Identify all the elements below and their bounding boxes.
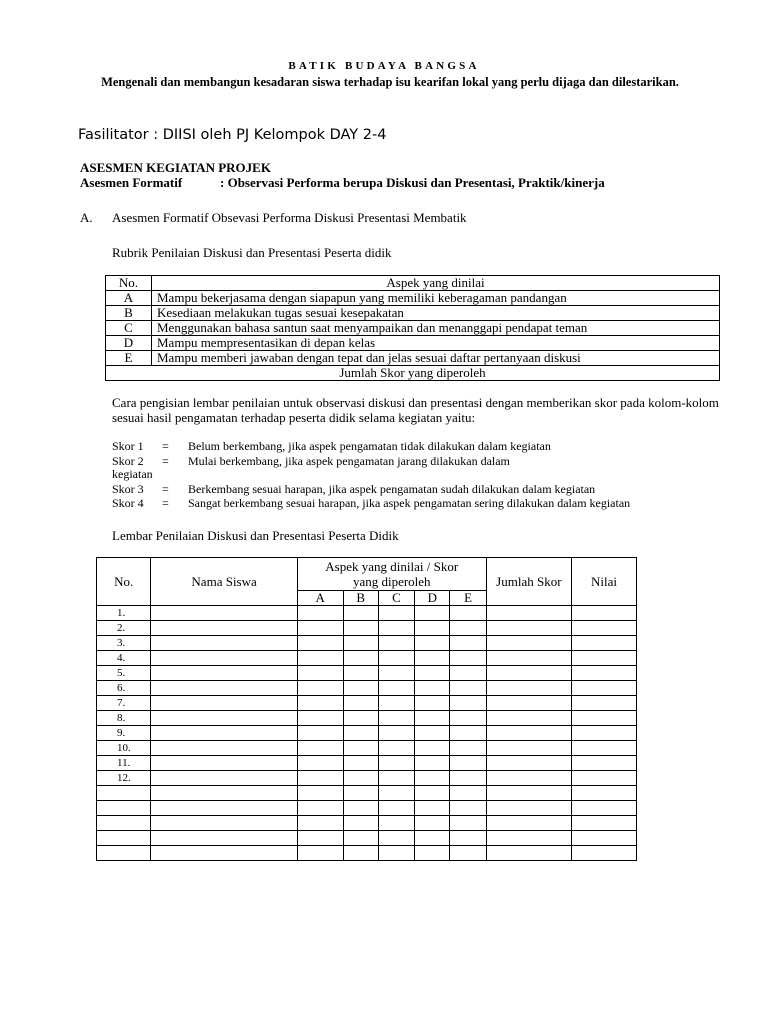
lembar-cell-no: 8. — [97, 711, 151, 726]
lembar-cell-empty[interactable] — [297, 786, 343, 801]
lembar-cell-empty[interactable] — [343, 771, 378, 786]
lembar-cell-empty[interactable] — [151, 831, 298, 846]
section-a-letter: A. — [80, 210, 93, 225]
lembar-cell-empty[interactable] — [343, 801, 378, 816]
table-row — [97, 696, 637, 711]
lembar-cell-empty[interactable] — [572, 666, 637, 681]
lembar-cell-no — [97, 846, 151, 861]
lembar-title: Lembar Penilaian Diskusi dan Presentasi Peserta Didik — [112, 528, 399, 543]
lembar-cell-empty[interactable] — [415, 816, 450, 831]
asesmen-heading: ASESMEN KEGIATAN PROJEK — [80, 160, 271, 175]
lembar-cell-empty[interactable] — [297, 606, 343, 621]
lembar-cell-empty[interactable] — [151, 801, 298, 816]
lembar-cell-empty[interactable] — [297, 801, 343, 816]
lembar-cell-empty[interactable] — [572, 756, 637, 771]
skor-description: Sangat berkembang sesuai harapan, jika aspek pengamatan sering dilakukan dalam kegiatan — [188, 496, 631, 510]
lembar-cell-empty[interactable] — [151, 756, 298, 771]
lembar-cell-empty[interactable] — [572, 726, 637, 741]
rubric-cell-no: B — [106, 306, 152, 321]
lembar-cell-empty[interactable] — [486, 711, 571, 726]
rubric-row — [106, 291, 720, 306]
lembar-cell-empty[interactable] — [151, 771, 298, 786]
lembar-cell-empty[interactable] — [450, 831, 486, 846]
lembar-cell-empty[interactable] — [572, 786, 637, 801]
lembar-cell-empty[interactable] — [297, 696, 343, 711]
lembar-cell-empty[interactable] — [343, 681, 378, 696]
lembar-cell-empty[interactable] — [297, 651, 343, 666]
fasilitator-line: Fasilitator : DIISI oleh PJ Kelompok DAY 2-4 — [78, 127, 387, 143]
lembar-cell-empty[interactable] — [486, 666, 571, 681]
skor-key: Skor 1 — [112, 439, 144, 453]
rubric-footer-cell: Jumlah Skor yang diperoleh — [106, 366, 720, 381]
skor-equals: = — [162, 496, 169, 510]
lembar-cell-empty[interactable] — [343, 696, 378, 711]
lembar-cell-empty[interactable] — [450, 846, 486, 861]
lembar-cell-empty[interactable] — [343, 621, 378, 636]
rubric-row — [106, 321, 720, 336]
lembar-cell-empty[interactable] — [415, 636, 450, 651]
lembar-cell-empty[interactable] — [378, 846, 414, 861]
lembar-cell-empty[interactable] — [151, 621, 298, 636]
lembar-cell-empty[interactable] — [297, 816, 343, 831]
lembar-cell-empty[interactable] — [378, 636, 414, 651]
rubric-header-aspek: Aspek yang dinilai — [152, 276, 720, 291]
lembar-cell-empty[interactable] — [450, 666, 486, 681]
lembar-cell-empty[interactable] — [450, 606, 486, 621]
table-row — [97, 756, 637, 771]
lembar-cell-empty[interactable] — [343, 711, 378, 726]
lembar-cell-no: 7. — [97, 696, 151, 711]
lembar-cell-no — [97, 831, 151, 846]
lembar-cell-no: 10. — [97, 741, 151, 756]
lembar-cell-empty[interactable] — [486, 696, 571, 711]
lembar-header-nama: Nama Siswa — [151, 558, 298, 606]
lembar-cell-empty[interactable] — [151, 711, 298, 726]
lembar-header-row — [97, 558, 637, 591]
table-row — [97, 741, 637, 756]
rubric-row — [106, 306, 720, 321]
rubric-row — [106, 351, 720, 366]
lembar-cell-empty[interactable] — [415, 696, 450, 711]
lembar-cell-no — [97, 816, 151, 831]
lembar-cell-empty[interactable] — [151, 666, 298, 681]
lembar-cell-empty[interactable] — [572, 681, 637, 696]
lembar-cell-empty[interactable] — [572, 621, 637, 636]
skor-description: Mulai berkembang, jika aspek pengamatan jarang dilakukan dalam — [188, 454, 510, 468]
rubric-cell-no: E — [106, 351, 152, 366]
lembar-cell-empty[interactable] — [486, 621, 571, 636]
lembar-cell-no: 6. — [97, 681, 151, 696]
lembar-cell-empty[interactable] — [151, 741, 298, 756]
lembar-cell-empty[interactable] — [343, 666, 378, 681]
lembar-cell-empty[interactable] — [343, 786, 378, 801]
skor-item — [112, 497, 630, 510]
lembar-cell-empty[interactable] — [450, 711, 486, 726]
lembar-cell-no — [97, 801, 151, 816]
lembar-cell-empty[interactable] — [343, 756, 378, 771]
skor-description-wrap: kegiatan — [112, 467, 153, 481]
lembar-header-nilai: Nilai — [572, 558, 637, 606]
lembar-cell-empty[interactable] — [486, 741, 571, 756]
skor-item — [112, 440, 551, 453]
lembar-cell-empty[interactable] — [572, 651, 637, 666]
table-row — [97, 831, 637, 846]
rubric-row — [106, 336, 720, 351]
lembar-cell-empty[interactable] — [378, 786, 414, 801]
lembar-cell-empty[interactable] — [297, 711, 343, 726]
lembar-cell-empty[interactable] — [297, 846, 343, 861]
lembar-cell-no: 9. — [97, 726, 151, 741]
lembar-cell-empty[interactable] — [486, 681, 571, 696]
rubric-cell-no: A — [106, 291, 152, 306]
skor-key: Skor 4 — [112, 496, 144, 510]
skor-item — [112, 455, 510, 481]
lembar-letter-cell: C — [378, 591, 414, 606]
lembar-cell-empty[interactable] — [572, 831, 637, 846]
section-a-title: Asesmen Formatif Obsevasi Performa Diskusi Presentasi Membatik — [112, 210, 467, 225]
lembar-cell-empty[interactable] — [572, 711, 637, 726]
lembar-cell-empty[interactable] — [297, 756, 343, 771]
table-row — [97, 606, 637, 621]
lembar-cell-empty[interactable] — [572, 741, 637, 756]
lembar-cell-empty[interactable] — [415, 606, 450, 621]
lembar-cell-empty[interactable] — [343, 726, 378, 741]
rubric-cell-aspek: Menggunakan bahasa santun saat menyampaikan dan menanggapi pendapat teman — [152, 321, 720, 336]
skor-description: Belum berkembang, jika aspek pengamatan tidak dilakukan dalam kegiatan — [188, 439, 551, 453]
asesmen-formatif-value: : Observasi Performa berupa Diskusi dan Presentasi, Praktik/kinerja — [220, 175, 605, 190]
lembar-cell-empty[interactable] — [450, 816, 486, 831]
table-row — [97, 846, 637, 861]
lembar-cell-no: 5. — [97, 666, 151, 681]
lembar-letter-cell: D — [415, 591, 450, 606]
lembar-cell-empty[interactable] — [297, 681, 343, 696]
lembar-cell-empty[interactable] — [415, 711, 450, 726]
lembar-cell-no: 3. — [97, 636, 151, 651]
lembar-cell-empty[interactable] — [343, 741, 378, 756]
rubric-table — [105, 275, 720, 381]
table-row — [97, 636, 637, 651]
lembar-letter-cell: B — [343, 591, 378, 606]
lembar-cell-empty[interactable] — [297, 726, 343, 741]
lembar-cell-empty[interactable] — [343, 816, 378, 831]
lembar-cell-empty[interactable] — [486, 786, 571, 801]
table-row — [97, 801, 637, 816]
lembar-cell-empty[interactable] — [415, 726, 450, 741]
lembar-cell-empty[interactable] — [450, 636, 486, 651]
lembar-cell-empty[interactable] — [450, 771, 486, 786]
lembar-cell-empty[interactable] — [572, 606, 637, 621]
lembar-cell-empty[interactable] — [378, 696, 414, 711]
lembar-cell-empty[interactable] — [450, 786, 486, 801]
lembar-cell-empty[interactable] — [378, 741, 414, 756]
lembar-cell-empty[interactable] — [415, 621, 450, 636]
lembar-cell-empty[interactable] — [486, 726, 571, 741]
lembar-cell-empty[interactable] — [343, 651, 378, 666]
rubric-footer-row — [106, 366, 720, 381]
lembar-cell-empty[interactable] — [415, 741, 450, 756]
cara-pengisian-text: Cara pengisian lembar penilaian untuk observasi diskusi dan presentasi dengan memberikan skor pada kolom-kolom sesuai hasil pengamatan terhadap peserta didik selama kegiatan yaitu: — [112, 395, 719, 425]
lembar-cell-no: 11. — [97, 756, 151, 771]
lembar-cell-no — [97, 786, 151, 801]
lembar-cell-empty[interactable] — [378, 606, 414, 621]
lembar-cell-empty[interactable] — [297, 621, 343, 636]
lembar-header-no: No. — [97, 558, 151, 606]
table-row — [97, 771, 637, 786]
skor-equals: = — [162, 454, 169, 468]
skor-item — [112, 483, 595, 496]
table-row — [97, 711, 637, 726]
lembar-cell-empty[interactable] — [415, 771, 450, 786]
rubric-header-row — [106, 276, 720, 291]
lembar-cell-empty[interactable] — [297, 636, 343, 651]
lembar-cell-empty[interactable] — [297, 666, 343, 681]
lembar-cell-empty[interactable] — [378, 666, 414, 681]
table-row — [97, 786, 637, 801]
rubric-cell-aspek: Mampu bekerjasama dengan siapapun yang memiliki keberagaman pandangan — [152, 291, 720, 306]
lembar-cell-empty[interactable] — [151, 636, 298, 651]
lembar-cell-empty[interactable] — [343, 846, 378, 861]
lembar-letter-cell: A — [297, 591, 343, 606]
rubric-cell-no: C — [106, 321, 152, 336]
lembar-cell-empty[interactable] — [415, 801, 450, 816]
lembar-cell-empty[interactable] — [415, 756, 450, 771]
table-row — [97, 816, 637, 831]
lembar-cell-empty[interactable] — [450, 741, 486, 756]
lembar-cell-empty[interactable] — [378, 756, 414, 771]
lembar-cell-empty[interactable] — [450, 696, 486, 711]
lembar-cell-empty[interactable] — [415, 786, 450, 801]
lembar-penilaian-table — [96, 557, 637, 861]
lembar-cell-empty[interactable] — [415, 651, 450, 666]
lembar-cell-empty[interactable] — [151, 846, 298, 861]
lembar-cell-empty[interactable] — [297, 741, 343, 756]
lembar-cell-empty[interactable] — [486, 816, 571, 831]
skor-key: Skor 2 — [112, 454, 144, 468]
rubric-cell-aspek: Mampu memberi jawaban dengan tepat dan jelas sesuai daftar pertanyaan diskusi — [152, 351, 720, 366]
asesmen-formatif-label: Asesmen Formatif — [80, 175, 183, 190]
skor-description: Berkembang sesuai harapan, jika aspek pengamatan sudah dilakukan dalam kegiatan — [188, 482, 596, 496]
lembar-cell-empty[interactable] — [572, 816, 637, 831]
rubric-cell-aspek: Kesediaan melakukan tugas sesuai kesepakatan — [152, 306, 720, 321]
lembar-cell-empty[interactable] — [450, 801, 486, 816]
lembar-cell-empty[interactable] — [486, 651, 571, 666]
lembar-cell-empty[interactable] — [486, 771, 571, 786]
lembar-cell-no: 2. — [97, 621, 151, 636]
lembar-cell-empty[interactable] — [450, 621, 486, 636]
lembar-header-jumlah: Jumlah Skor — [486, 558, 571, 606]
lembar-cell-empty[interactable] — [378, 816, 414, 831]
lembar-cell-no: 4. — [97, 651, 151, 666]
rubric-header-no: No. — [106, 276, 152, 291]
document-subtitle: Mengenali dan membangun kesadaran siswa terhadap isu kearifan lokal yang perlu dijaga dan dilestarikan. — [101, 75, 679, 89]
lembar-cell-empty[interactable] — [378, 711, 414, 726]
lembar-cell-empty[interactable] — [450, 756, 486, 771]
lembar-cell-empty[interactable] — [297, 771, 343, 786]
lembar-cell-empty[interactable] — [378, 831, 414, 846]
rubric-title: Rubrik Penilaian Diskusi dan Presentasi Peserta didik — [112, 245, 392, 260]
document-title: BATIK BUDAYA BANGSA — [288, 60, 480, 72]
lembar-cell-empty[interactable] — [151, 726, 298, 741]
lembar-cell-empty[interactable] — [450, 651, 486, 666]
lembar-letter-cell: E — [450, 591, 486, 606]
lembar-cell-empty[interactable] — [151, 651, 298, 666]
lembar-cell-empty[interactable] — [486, 756, 571, 771]
lembar-cell-empty[interactable] — [151, 681, 298, 696]
asesmen-formatif-line — [80, 175, 605, 191]
section-a-heading — [80, 210, 467, 226]
lembar-cell-empty[interactable] — [572, 696, 637, 711]
lembar-cell-empty[interactable] — [151, 696, 298, 711]
skor-key: Skor 3 — [112, 482, 144, 496]
lembar-cell-empty[interactable] — [378, 771, 414, 786]
lembar-cell-empty[interactable] — [151, 816, 298, 831]
lembar-cell-empty[interactable] — [415, 846, 450, 861]
rubric-cell-no: D — [106, 336, 152, 351]
lembar-cell-no: 12. — [97, 771, 151, 786]
rubric-cell-aspek: Mampu mempresentasikan di depan kelas — [152, 336, 720, 351]
lembar-cell-empty[interactable] — [415, 666, 450, 681]
lembar-cell-empty[interactable] — [450, 726, 486, 741]
lembar-cell-empty[interactable] — [378, 621, 414, 636]
lembar-cell-empty[interactable] — [378, 681, 414, 696]
lembar-cell-empty[interactable] — [486, 606, 571, 621]
lembar-cell-no: 1. — [97, 606, 151, 621]
table-row — [97, 621, 637, 636]
lembar-cell-empty[interactable] — [450, 681, 486, 696]
lembar-cell-empty[interactable] — [486, 846, 571, 861]
lembar-cell-empty[interactable] — [486, 801, 571, 816]
skor-equals: = — [162, 439, 169, 453]
lembar-cell-empty[interactable] — [415, 681, 450, 696]
lembar-cell-empty[interactable] — [343, 831, 378, 846]
table-row — [97, 666, 637, 681]
lembar-cell-empty[interactable] — [572, 846, 637, 861]
lembar-cell-empty[interactable] — [343, 636, 378, 651]
skor-equals: = — [162, 482, 169, 496]
lembar-cell-empty[interactable] — [297, 831, 343, 846]
lembar-cell-empty[interactable] — [151, 786, 298, 801]
table-row — [97, 681, 637, 696]
table-row — [97, 726, 637, 741]
lembar-cell-empty[interactable] — [378, 726, 414, 741]
lembar-cell-empty[interactable] — [378, 801, 414, 816]
lembar-cell-empty[interactable] — [572, 771, 637, 786]
lembar-cell-empty[interactable] — [572, 636, 637, 651]
table-row — [97, 651, 637, 666]
lembar-header-aspek: Aspek yang dinilai / Skor yang diperoleh — [297, 558, 486, 591]
lembar-cell-empty[interactable] — [343, 606, 378, 621]
lembar-cell-empty[interactable] — [415, 831, 450, 846]
lembar-cell-empty[interactable] — [151, 606, 298, 621]
lembar-cell-empty[interactable] — [486, 636, 571, 651]
lembar-cell-empty[interactable] — [486, 831, 571, 846]
lembar-cell-empty[interactable] — [572, 801, 637, 816]
lembar-cell-empty[interactable] — [378, 651, 414, 666]
